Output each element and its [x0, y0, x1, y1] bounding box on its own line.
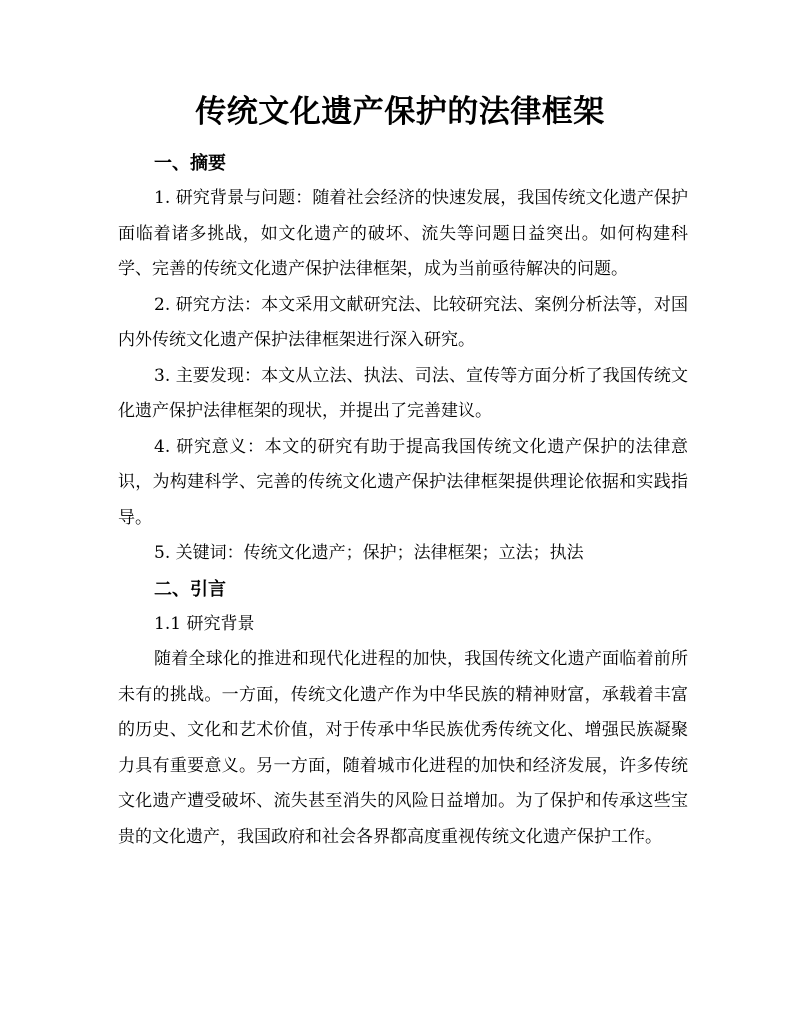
abstract-item-background: 1. 研究背景与问题：随着社会经济的快速发展，我国传统文化遗产保护面临着诸多挑战，如文化遗产的破坏、流失等问题日益突出。如何构建科学、完善的传统文化遗产保护法律框架，成为当前亟待解决的问题。 [118, 188, 688, 279]
abstract-item-method: 2. 研究方法：本文采用文献研究法、比较研究法、案例分析法等，对国内外传统文化遗产保护法律框架进行深入研究。 [118, 294, 688, 350]
section-heading-introduction: 二、引言 [154, 578, 226, 600]
abstract-item-significance: 4. 研究意义：本文的研究有助于提高我国传统文化遗产保护的法律意识，为构建科学、完善的传统文化遗产保护法律框架提供理论依据和实践指导。 [118, 436, 688, 528]
abstract-item-keywords: 5. 关键词：传统文化遗产；保护；法律框架；立法；执法 [154, 543, 584, 563]
document-body [118, 146, 688, 855]
abstract-item-findings: 3. 主要发现：本文从立法、执法、司法、宣传等方面分析了我国传统文化遗产保护法律框架的现状，并提出了完善建议。 [118, 365, 688, 421]
introduction-paragraph: 随着全球化的推进和现代化进程的加快，我国传统文化遗产面临着前所未有的挑战。一方面，传统文化遗产作为中华民族的精神财富，承载着丰富的历史、文化和艺术价值，对于传承中华民族优秀传统文化、增强民族凝聚力具有重要意义。另一方面，随着城市化进程的加快和经济发展，许多传统文化遗产遭受破坏、流失甚至消失的风险日益增加。为了保护和传承这些宝贵的文化遗产，我国政府和社会各界都高度重视传统文化遗产保护工作。 [118, 649, 688, 847]
document-title: 传统文化遗产保护的法律框架 [195, 94, 605, 130]
subsection-heading-background: 1.1 研究背景 [154, 613, 255, 634]
section-heading-abstract: 一、摘要 [154, 153, 226, 174]
